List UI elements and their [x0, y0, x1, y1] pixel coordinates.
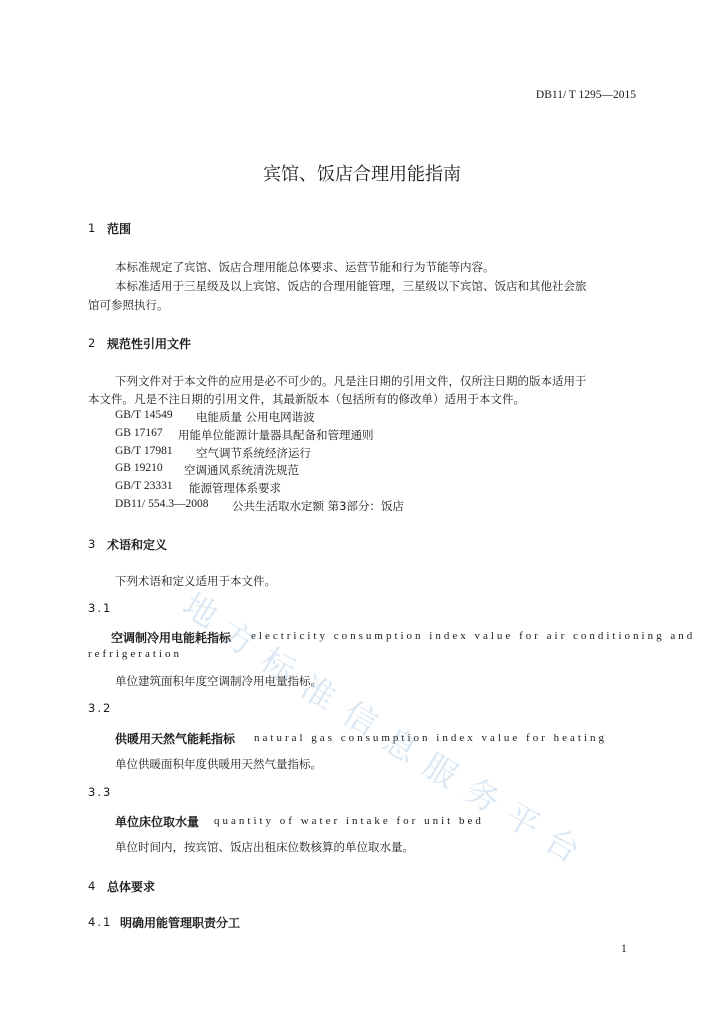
reference-title: 公共生活取水定额 第3部分：饭店 — [232, 499, 404, 513]
term-3-2-number: 3.2 — [88, 701, 113, 715]
watermark-char: 标 — [254, 640, 303, 691]
reference-title: 电能质量 公用电网谐波 — [196, 410, 315, 424]
section-1-number: 1 — [88, 221, 96, 235]
reference-code: GB/T 17981 — [115, 445, 173, 457]
watermark-char: 地 — [176, 585, 225, 636]
watermark-char: 息 — [376, 720, 425, 771]
section-4-title: 总体要求 — [107, 880, 156, 894]
watermark-char: 信 — [336, 693, 385, 744]
term-3-2-english: natural gas consumption index value for heating — [254, 732, 607, 744]
watermark-char: 平 — [498, 795, 547, 846]
watermark-char: 务 — [458, 770, 507, 821]
page-title: 宾馆、饭店合理用能指南 — [263, 164, 461, 185]
reference-title: 能源管理体系要求 — [189, 481, 281, 495]
watermark-char: 方 — [214, 613, 263, 664]
term-3-3-name: 单位床位取水量 — [115, 815, 200, 829]
term-3-2-definition: 单位供暖面积年度供暖用天然气量指标。 — [115, 757, 322, 771]
section-4-1-number: 4.1 — [88, 915, 113, 929]
watermark — [176, 585, 635, 875]
reference-code: DB11/ 554.3—2008 — [115, 498, 209, 510]
reference-title: 空调通风系统清洗规范 — [184, 463, 299, 477]
section-3-number: 3 — [88, 537, 96, 551]
watermark-char: 服 — [416, 745, 465, 796]
section-1-title: 范围 — [107, 222, 132, 236]
section-2-paragraph-line-1: 下列文件对于本文件的应用是必不可少的。凡是注日期的引用文件，仅所注日期的版本适用于 — [115, 374, 587, 388]
term-3-3-english: quantity of water intake for unit bed — [214, 815, 484, 827]
section-3-intro: 下列术语和定义适用于本文件。 — [115, 574, 276, 588]
term-3-3-definition: 单位时间内，按宾馆、饭店出租床位数核算的单位取水量。 — [115, 840, 414, 854]
section-2-title: 规范性引用文件 — [107, 337, 192, 351]
watermark-char: 台 — [538, 820, 587, 871]
term-3-1-english-line-2: refrigeration — [88, 648, 182, 660]
document-code: DB11/ T 1295—2015 — [535, 89, 636, 101]
section-4-1-title: 明确用能管理职责分工 — [120, 916, 241, 930]
reference-code: GB/T 14549 — [115, 409, 173, 421]
term-3-1-number: 3.1 — [88, 601, 113, 615]
watermark-char: 准 — [294, 667, 343, 718]
reference-title: 用能单位能源计量器具配备和管理通则 — [178, 428, 374, 442]
reference-title: 空气调节系统经济运行 — [196, 446, 311, 460]
reference-code: GB 19210 — [115, 462, 163, 474]
term-3-1-english-line-1: electricity consumption index value for air conditioning and — [251, 630, 696, 642]
section-2-paragraph-line-2: 本文件。凡是不注日期的引用文件，其最新版本（包括所有的修改单）适用于本文件。 — [88, 392, 525, 406]
term-3-1-name: 空调制冷用电能耗指标 — [111, 631, 232, 645]
section-4-number: 4 — [88, 879, 96, 893]
term-3-1-definition: 单位建筑面积年度空调制冷用电量指标。 — [115, 674, 322, 688]
section-3-title: 术语和定义 — [107, 538, 168, 552]
section-2-number: 2 — [88, 336, 96, 350]
section-1-paragraph-1: 本标准规定了宾馆、饭店合理用能总体要求、运营节能和行为节能等内容。 — [115, 260, 495, 274]
term-3-3-number: 3.3 — [88, 785, 113, 799]
reference-code: GB/T 23331 — [115, 480, 173, 492]
reference-code: GB 17167 — [115, 427, 163, 439]
section-1-paragraph-2-line-1: 本标准适用于三星级及以上宾馆、饭店的合理用能管理，三星级以下宾馆、饭店和其他社会旅 — [115, 279, 587, 293]
term-3-2-name: 供暖用天然气能耗指标 — [115, 732, 236, 746]
section-1-paragraph-2-line-2: 馆可参照执行。 — [88, 298, 169, 312]
page-number: 1 — [621, 943, 627, 955]
